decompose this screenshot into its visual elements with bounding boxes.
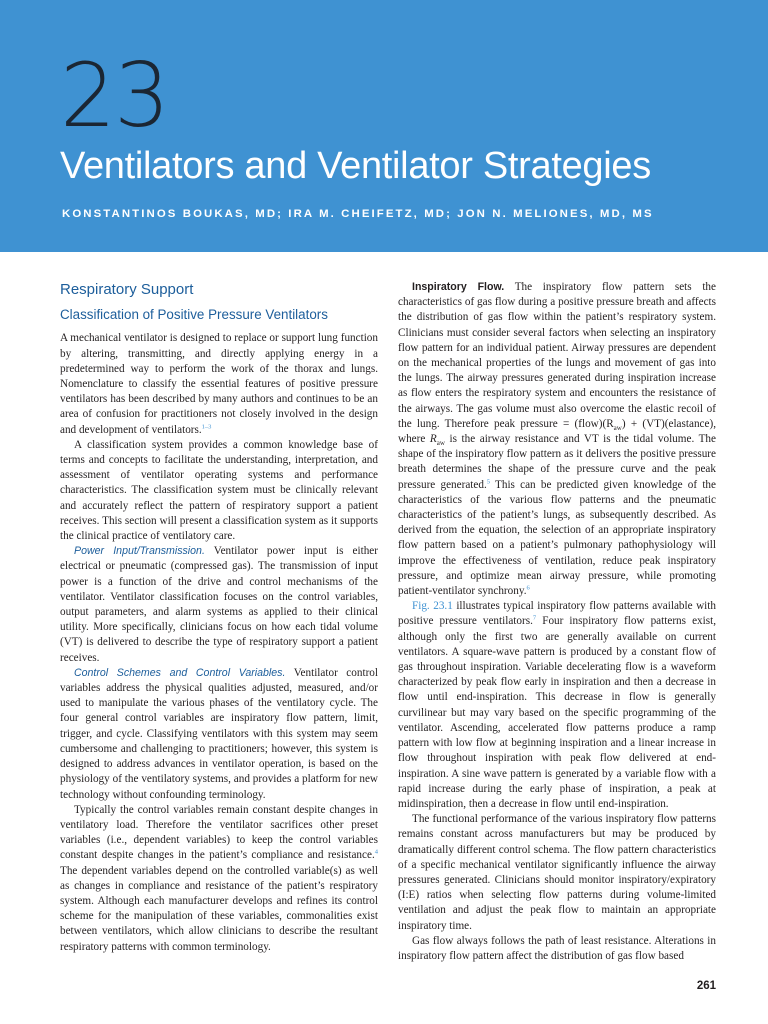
body-paragraph: A mechanical ventilator is designed to replace or support lung function by altering, transmitting, and directly applying energy in a predetermined way to perform the work of the thorax and lungs. Nomenclature to classify the essential features of positive pressure ventilators has been described by many authors and continues to be an area of confusion for practitioners not closely involved in the design and development of ventilators.$^{1-3}$ <box>60 332 378 436</box>
chapter-title: Ventilators and Ventilator Strategies <box>60 145 651 187</box>
body-paragraph: Inspiratory Flow. The inspiratory flow pattern sets the characteristics of gas flow during a positive pressure breath and affects the distribution of gas flow within the patient’s respiratory system. Clinicians must consider several factors when selecting an inspiratory flow pattern for an individual patient. Airway pressures are dependent on the mechanical properties of the lungs and movement of gas into the lungs. The airway pressures generated during inspiration increase as flow enters the respiratory system and encounters the resistance of the airways. The gas volume must also overcome the elastic recoil of the lung. Therefore peak pressure = $(flow)(R_{aw})$ + (VT)(elastance), where $R_{aw}$ is the airway resistance and VT is the tidal volume. The shape of the inspiratory flow pattern as it delivers the positive pressure breath determines the shape of the pressure curve and the peak pressure generated.$^5$ This can be predicted given knowledge of the characteristics of the various flow patterns and the pneumatic characteristics of the patient’s lungs, as subsequently described. As derived from the equation, the selection of an appropriate inspiratory flow pattern based on a patient’s pulmonary pathophysiology will improve the effectiveness of ventilation, reduce peak inspiratory pressure, and optimize mean airway pressure, while promoting patient-ventilator synchrony.$^6$ <box>398 281 716 598</box>
citation-ref[interactable]: 6 <box>526 584 530 592</box>
citation-ref[interactable]: 5 <box>486 477 491 485</box>
left-column <box>60 282 378 955</box>
right-column <box>398 280 716 964</box>
body-paragraph: A classification system provides a common knowledge base of terms and concepts to facilitate the understanding, interpretation, and assessment of ventilator operating systems and performance characteristics. The classification system must be clinically relevant and accurately reflect the pattern of respiratory support a patient receives. This section will present a classification system as it supports the clinical practice of ventilatory care. <box>60 438 378 543</box>
runin-heading: Control Schemes and Control Variables. <box>74 666 286 679</box>
body-paragraph: Power Input/Transmission. Ventilator power input is either electrical or pneumatic (compressed gas). The transmission of input power is a function of the drive and control mechanisms of the ventilator. Ventilator classification focuses on the control variables, output parameters, and alarm systems as applied to their clinical utility. More specifically, clinicians focus on how each tidal volume (VT) is delivered to describe the type of respiratory support a patient receives. <box>60 545 378 664</box>
body-paragraph: Control Schemes and Control Variables. Ventilator control variables address the physical qualities adjusted, measured, and/or used to manipulate the various phases of the ventilatory cycle. The four general control variables are inspiratory flow pattern, limit, trigger, and cycle. Classifying ventilators with this system may seem cumbersome and challenging to practitioners; however, this system is designed to address advances in ventilator operation, is based on the physiology of the ventilatory systems, and provides a platform for new technology without confounding terminology. <box>60 666 378 801</box>
body-paragraph: Fig. 23.1 illustrates typical inspiratory flow patterns available with positive pressure ventilators.$^7$ Four inspiratory flow patterns exist, although only the first two are generally available on current ventilators. A square-wave pattern is produced by a constant flow of gas throughout inspiration. Variable decelerating flow is a waveform characterized by peak flow early in inspiration and then a decrease in flow until end-inspiration. This decrease in flow is generally curvilinear but may vary based on the specific programming of the ventilator. Ascending, accelerated flow patterns produce a ramp pattern with low flow at beginning inspiration and a linear increase in flow throughout inspiration with peak flow delivered at end-inspiration. A sine wave pattern is generated by a variable flow with a rapid increase during the early phase of inspiration, a peak at midinspiration, then a decrease in flow until end-inspiration. <box>398 600 716 810</box>
chapter-authors: KONSTANTINOS BOUKAS, MD; IRA M. CHEIFETZ, MD; JON N. MELIONES, MD, MS <box>62 208 654 220</box>
page-number: 261 <box>696 980 716 992</box>
body-paragraph: Typically the control variables remain constant despite changes in ventilatory load. Therefore the ventilator sacrifices other preset variables (i.e., dependent variables) to keep the control variables constant despite changes in the patient’s compliance and resistance.$^4$ The dependent variables depend on the controlled variable(s) as well as changes in compliance and resistance of the patient’s respiratory system. Although each manufacturer develops and refines its control scheme for the manipulation of these variables, commonalities exist between ventilators, which allow clinicians to describe the resultant respiratory patterns with common terminology. <box>60 803 378 953</box>
subsection-heading: Classification of Positive Pressure Ventilators <box>60 307 328 323</box>
citation-ref[interactable]: 7 <box>532 614 537 622</box>
runin-heading: Inspiratory Flow. <box>412 281 505 293</box>
citation-ref[interactable]: 4 <box>374 848 378 856</box>
chapter-banner <box>0 0 768 252</box>
section-heading: Respiratory Support <box>60 281 194 298</box>
runin-heading: Power Input/Transmission. <box>74 545 205 558</box>
chapter-number: 23 <box>60 44 168 147</box>
body-paragraph: Gas flow always follows the path of least resistance. Alterations in inspiratory flow pattern affect the distribution of gas flow based <box>398 934 716 962</box>
figure-link[interactable]: Fig. 23.1 <box>412 600 453 613</box>
body-paragraph: The functional performance of the various inspiratory flow patterns remains constant across manufacturers but may be produced by dramatically different control schema. The flow pattern characteristics of a specific mechanical ventilator significantly influence the airway pressures generated. Clinicians should monitor inspiratory/expiratory (I:E) ratios when selecting flow patterns during volume-limited ventilation and adjust the peak flow to maintain an appropriate inspiratory time. <box>398 813 716 932</box>
citation-ref[interactable]: 1–3 <box>201 422 212 430</box>
